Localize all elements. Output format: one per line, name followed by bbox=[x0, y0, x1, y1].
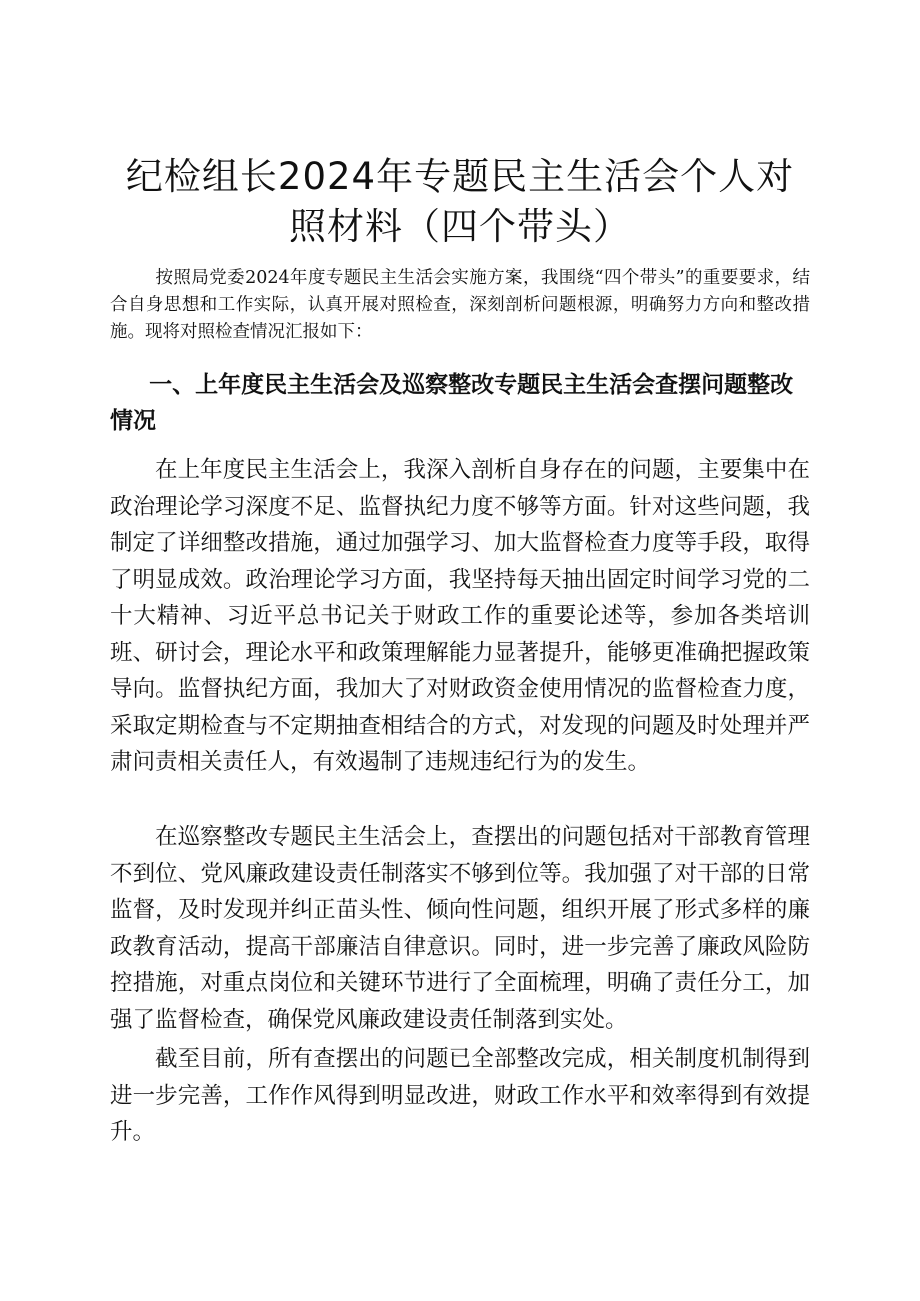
document-title: 纪检组长2024年专题民主生活会个人对照材料（四个带头） bbox=[125, 155, 795, 248]
body-paragraph: 在上年度民主生活会上，我深入剖析自身存在的问题，主要集中在政治理论学习深度不足、监督执纪力度不够等方面。针对这些问题，我制定了详细整改措施，通过加强学习、加大监督检查力度等手段，取得了明显成效。政治理论学习方面，我坚持每天抽出固定时间学习党的二十大精神、习近平总书记关于财政工作的重要论述等，参加各类培训班、研讨会，理论水平和政策理解能力显著提升，能够更准确把握政策导向。监督执纪方面，我加大了对财政资金使用情况的监督检查力度，采取定期检查与不定期抽查相结合的方式，对发现的问题及时处理并严肃问责相关责任人，有效遏制了违规违纪行为的发生。 bbox=[110, 457, 810, 775]
section-heading: 一、上年度民主生活会及巡察整改专题民主生活会查摆问题整改情况 bbox=[110, 372, 794, 434]
body-paragraph: 截至目前，所有查摆出的问题已全部整改完成，相关制度机制得到进一步完善，工作作风得到明显改进，财政工作水平和效率得到有效提升。 bbox=[110, 1046, 810, 1145]
intro-paragraph: 按照局党委2024年度专题民主生活会实施方案，我围绕“四个带头”的重要要求，结合自身思想和工作实际，认真开展对照检查，深刻剖析问题根源，明确努力方向和整改措施。现将对照检查情况汇报如下： bbox=[110, 268, 810, 342]
body-paragraph: 在巡察整改专题民主生活会上，查摆出的问题包括对干部教育管理不到位、党风廉政建设责任制落实不够到位等。我加强了对干部的日常监督，及时发现并纠正苗头性、倾向性问题，组织开展了形式多样的廉政教育活动，提高干部廉洁自律意识。同时，进一步完善了廉政风险防控措施，对重点岗位和关键环节进行了全面梳理，明确了责任分工，加强了监督检查，确保党风廉政建设责任制落到实处。 bbox=[110, 824, 810, 1033]
